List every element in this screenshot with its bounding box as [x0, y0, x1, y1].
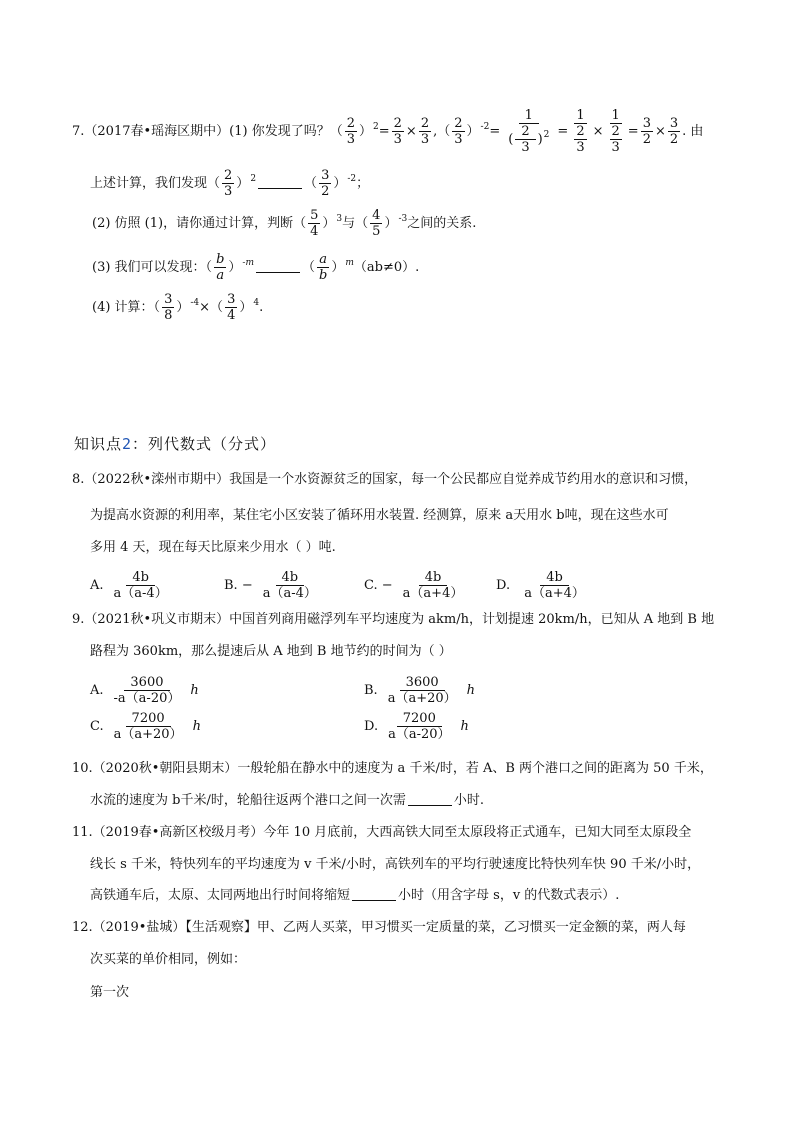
- fraction: $\frac{3600}{-a(a-20)}$: [113, 675, 181, 706]
- q8-line2: 为提高水资源的利用率，某住宅小区安装了循环用水装置. 经测算，原来 a天用水 b吨，现在这些水可: [90, 508, 669, 523]
- q9-option-a: A. $\frac{3600}{-a(a-20)}$ h: [90, 675, 199, 706]
- fraction: $\frac{3}{4}$: [227, 292, 236, 323]
- q8-option-d: D. $\frac{4b}{a(a+4)}$: [496, 570, 593, 601]
- q8-option-c: C. − $\frac{4b}{a(a+4)}$: [364, 570, 471, 601]
- fraction: $\frac{1}{\frac{2}{3}}$: [611, 108, 620, 155]
- fraction: $\frac{b}{a}$: [216, 252, 225, 283]
- q8-line1: 8.（2022秋•滦州市期中）我国是一个水资源贫乏的国家，每一个公民都应自觉养成节约用水的意识和习惯，: [72, 472, 698, 487]
- fraction: $\frac{4b}{a(a-4)}$: [262, 570, 317, 601]
- q7-part3: (3) 我们可以发现：（ $\frac{b}{a}$ ）$^{-m}$ （ $\frac{a}{b}$ ）$^m$（ab≠0）.: [92, 252, 420, 283]
- q8-line3: 多用 4 天，现在每天比原来少用水（ ）吨.: [90, 540, 336, 555]
- q10-line1: 10.（2020秋•朝阳县期末）一般轮船在静水中的速度为 a 千米/时，若 A、B 两个港口之间的距离为 50 千米，: [72, 761, 713, 776]
- fraction: $\frac{4}{5}$: [372, 208, 381, 239]
- q11-line3: 高铁通车后，太原、太同两地出行时间将缩短 小时（用含字母 s，v 的代数式表示）.: [90, 888, 620, 903]
- section-heading: 知识点2：列代数式（分式）: [74, 435, 277, 453]
- q9-line2: 路程为 360km，那么提速后从 A 地到 B 地节约的时间为（ ）: [90, 644, 452, 659]
- fraction: $\frac{a}{b}$: [319, 252, 328, 283]
- answer-blank: [408, 791, 452, 806]
- q8-option-b: B. − $\frac{4b}{a(a-4)}$: [224, 570, 325, 601]
- complex-fraction: 1 ( $\frac{2}{3}$ )$^2$: [508, 108, 550, 155]
- fraction: $\frac{5}{4}$: [310, 208, 319, 239]
- q11-line1: 11.（2019春•高新区校级月考）今年 10 月底前，大西高铁大同至太原段将正式通车，已知大同至太原段全: [72, 825, 692, 840]
- q7-line2: 上述计算，我们发现（ $\frac{2}{3}$ ）$^2$ （ $\frac{3}{2}$ ）$^{-2}$；: [90, 168, 370, 199]
- answer-blank: [352, 886, 396, 901]
- q10-line2: 水流的速度为 b千米/时，轮船往返两个港口之间一次需 小时.: [90, 793, 484, 808]
- fraction: $\frac{3}{2}$: [669, 116, 679, 147]
- q7-line1: 7.（2017春•瑶海区期中）(1) 你发现了吗？（ $\frac{2}{3}$ ）$^2$= $\frac{2}{3}$ × $\frac{2}{3}$ ,（ $\frac{2}{3}$ ）$^{-2}$= 1 ( $\frac{2}{3}$ )$^2$ = $\frac{1}{\frac{2}{3}}$ × $\frac{1}{\frac{2}{3}}$ = $\frac{3}{2}$ × $\frac{3}{2}$ . 由: [72, 108, 704, 155]
- fraction: $\frac{4b}{a(a-4)}$: [113, 570, 168, 601]
- q7-part2: (2) 仿照 (1)，请你通过计算，判断（ $\frac{5}{4}$ ）$^3$与（ $\frac{4}{5}$ ）$^{-3}$之间的关系.: [92, 208, 477, 239]
- fraction: $\frac{7200}{a(a+20)}$: [113, 711, 183, 742]
- q9-option-b: B. $\frac{3600}{a(a+20)}$ h: [364, 675, 475, 706]
- q12-line2: 次买菜的单价相同，例如：: [90, 952, 247, 967]
- fraction: $\frac{1}{\frac{2}{3}}$: [576, 108, 585, 155]
- fraction: $\frac{2}{3}$: [420, 116, 430, 147]
- q9-line1: 9.（2021秋•巩义市期末）中国首列商用磁浮列车平均速度为 akm/h，计划提速 20km/h，已知从 A 地到 B 地: [72, 612, 715, 627]
- fraction: $\frac{2}{3}$: [393, 116, 402, 147]
- q8-option-a: A. $\frac{4b}{a(a-4)}$: [90, 570, 176, 601]
- q9-option-c: C. $\frac{7200}{a(a+20)}$ h: [90, 711, 201, 742]
- fraction: $\frac{2}{3}$: [224, 168, 233, 199]
- q12-line3: 第一次: [90, 985, 130, 1000]
- q12-line1: 12.（2019•盐城）【生活观察】甲、乙两人买菜，甲习惯买一定质量的菜，乙习惯买一定金额的菜，两人每: [72, 920, 686, 935]
- answer-blank: [258, 174, 302, 189]
- fraction: $\frac{4b}{a(a+4)}$: [402, 570, 464, 601]
- fraction: $\frac{3600}{a(a+20)}$: [387, 675, 457, 706]
- fraction: $\frac{3}{2}$: [321, 168, 330, 199]
- q11-line2: 线长 s 千米，特快列车的平均速度为 v 千米/小时，高铁列车的平均行驶速度比特快列车快 90 千米/小时，: [90, 857, 701, 872]
- answer-blank: [256, 258, 300, 273]
- fraction: $\frac{3}{2}$: [642, 116, 651, 147]
- fraction: $\frac{2}{3}$: [346, 116, 355, 147]
- fraction: $\frac{2}{3}$: [454, 116, 463, 147]
- q7-part4: (4) 计算：（ $\frac{3}{8}$ ）$^{-4}$×（ $\frac{3}{4}$ ）$^4$.: [92, 292, 264, 323]
- q9-option-d: D. $\frac{7200}{a(a-20)}$ h: [364, 711, 469, 742]
- fraction: $\frac{7200}{a(a-20)}$: [388, 711, 451, 742]
- fraction: $\frac{3}{8}$: [164, 292, 173, 323]
- fraction: $\frac{4b}{a(a+4)}$: [524, 570, 585, 601]
